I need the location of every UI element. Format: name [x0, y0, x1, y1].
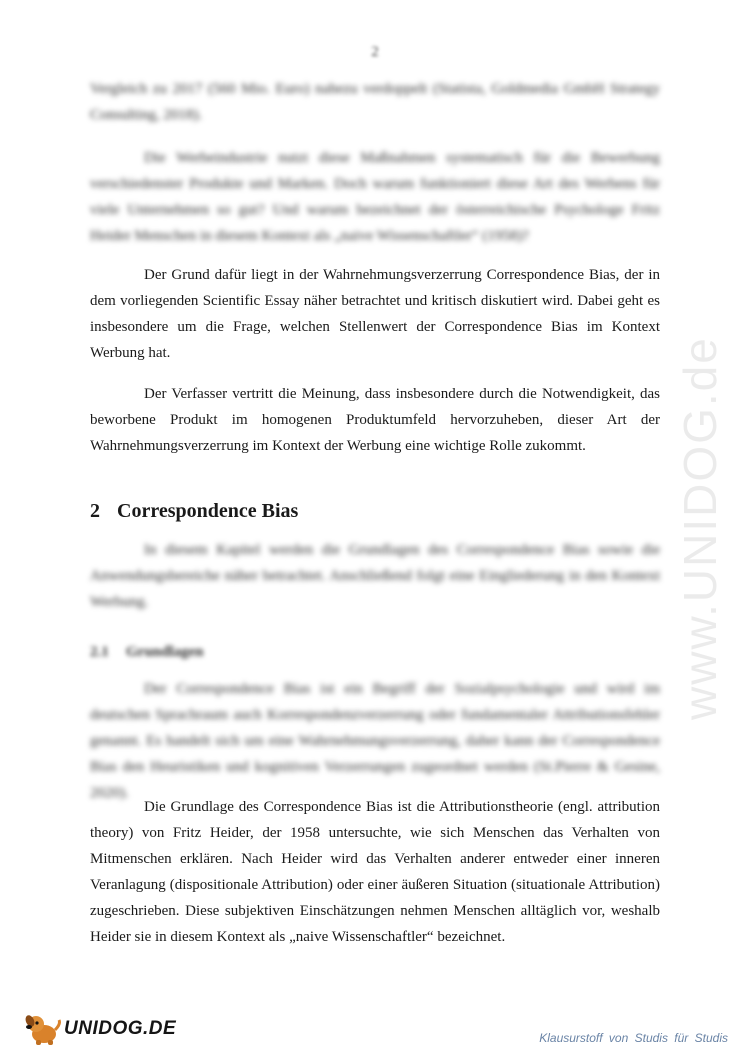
subsection-title: Grundlagen: [126, 644, 204, 660]
paragraph-blurred-4: Der Correspondence Bias ist ein Begriff der Sozialpsychologie und wird im deutschen Sprachraum auch Korrespondenzverzerrung oder fundamentaler Attributionsfehler genannt. Es handelt sich um eine Wahrnehmungsverzerrung, daher kann der Correspondence Bias den Heuristiken und kognitiven Verzerrungen zugeordnet werden (St.Pierre & Gesine, 2020).: [90, 681, 660, 801]
paragraph-blurred-1: Vergleich zu 2017 (560 Mio. Euro) nahezu verdoppelt (Statista, Goldmedia GmbH Strategy Consulting, 2018).: [90, 81, 660, 123]
paragraph-grund: Der Grund dafür liegt in der Wahrnehmungsverzerrung Correspondence Bias, der in dem vorliegenden Scientific Essay näher betrachtet und kritisch diskutiert wird. Dabei geht es insbesondere um die Frage, welchen Stellenwert der Correspondence Bias im Kontext Werbung hat.: [90, 267, 660, 361]
subsection-heading: [90, 644, 204, 661]
watermark: www.UNIDOG.de: [674, 336, 726, 720]
section-title: Correspondence Bias: [117, 500, 299, 522]
section-number: 2: [90, 500, 100, 522]
paragraph-blurred-3: In diesem Kapitel werden die Grundlagen des Correspondence Bias sowie die Anwendungsbereiche näher betrachtet. Anschließend folgt eine Eingliederung in den Kontext Werbung.: [90, 542, 660, 610]
paragraph-blurred-2: Die Werbeindustrie nutzt diese Maßnahmen systematisch für die Bewerbung verschiedenster Produkte und Marken. Doch warum funktioniert diese Art des Werbens für viele Unternehmen so gut? Und warum bezeichnet der österreichische Psychologe Fritz Heider Menschen in diesem Kontext als „naive Wissenschaftler“ (1958)?: [90, 150, 660, 244]
section-heading: [90, 500, 298, 523]
subsection-number: 2.1: [90, 644, 109, 660]
paragraph-verfasser: Der Verfasser vertritt die Meinung, dass insbesondere durch die Notwendigkeit, das beworbene Produkt im homogenen Produktumfeld hervorzuheben, dieser Art der Wahrnehmungsverzerrung im Kontext der Werbung eine wichtige Rolle zukommt.: [90, 386, 660, 454]
unidog-logo[interactable]: [22, 1012, 176, 1046]
logo-text: UNIDOG.DE: [64, 1018, 177, 1039]
paragraph-grundlage: Die Grundlage des Correspondence Bias ist die Attributionstheorie (engl. attribution theory) von Fritz Heider, der 1958 untersuchte, wie sich Menschen das Verhalten von Mitmenschen erklären. Nach Heider wird das Verhalten anderer entweder einer inneren Veranlagung (dispositionale Attribution) oder einer äußeren Situation (situationale Attribution) zugeschrieben. Diese subjektiven Einschätzungen nehmen Menschen alltäglich vor, weshalb Heider sie in diesem Kontext als „naive Wissenschaftler“ bezeichnet.: [90, 799, 660, 945]
page-number: 2: [371, 44, 379, 60]
footer-tagline: Klausurstoff von Studis für Studis: [539, 1031, 728, 1045]
dog-mascot-icon: [22, 1012, 62, 1046]
